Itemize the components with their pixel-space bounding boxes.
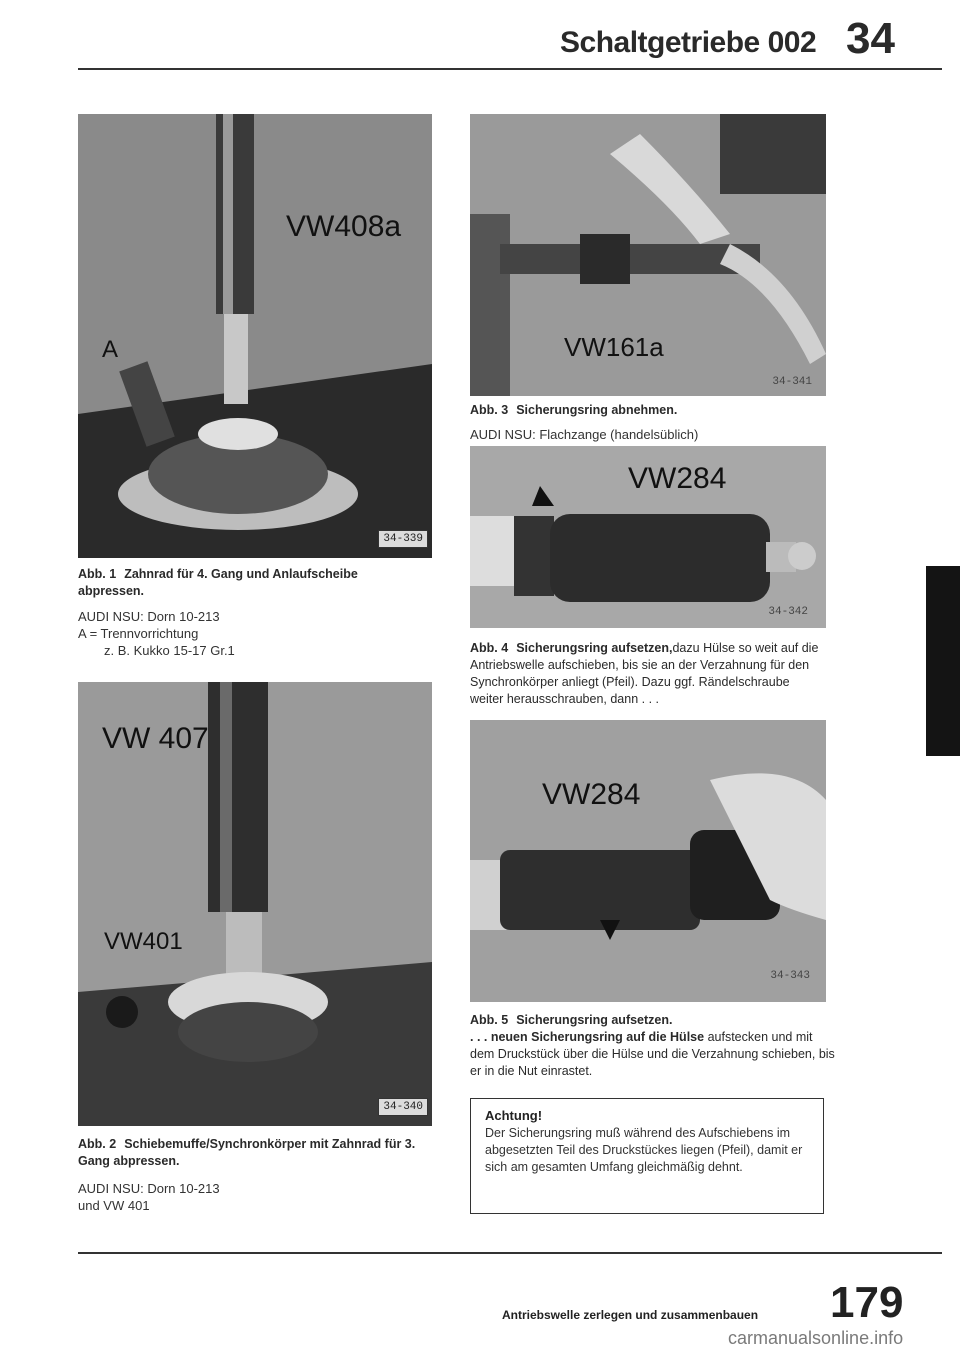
callout-vw284-fig5: VW284 <box>542 778 641 811</box>
figure-3-number: 34-341 <box>772 376 812 388</box>
figure-5-caption-text: aufstecken und mit dem Druckstück über die Hülse und die Verzahnung schieben, bis er in die Nut einrastet. <box>470 1030 835 1078</box>
figure-2-caption-title: Schiebemuffe/Synchronkörper mit Zahnrad für 3. Gang abpressen. <box>78 1137 416 1168</box>
figure-2-label: Abb. 2 <box>78 1137 117 1151</box>
warning-note-text: Der Sicherungsring muß während des Aufschiebens im abgesetzten Teil des Druckstückes liegen (Pfeil), damit er sich am gesamten Umfang gleichmäßig dehnt. <box>485 1126 803 1174</box>
callout-a: A <box>102 336 119 363</box>
figure-3-photo <box>470 114 826 396</box>
figure-5-caption-lead: . . . neuen Sicherungsring auf die Hülse <box>470 1030 705 1044</box>
figure-3-caption <box>470 402 826 419</box>
callout-vw284-fig4: VW284 <box>628 462 727 495</box>
figure-3-caption-title: Sicherungsring abnehmen. <box>516 403 678 417</box>
header-rule <box>78 68 942 70</box>
figure-4-photo <box>470 446 826 628</box>
figure-1-note-1: AUDI NSU: Dorn 10-213 <box>78 609 220 624</box>
figure-1-note-3: z. B. Kukko 15-17 Gr.1 <box>104 643 235 658</box>
figure-4-caption-title: Sicherungsring aufsetzen, <box>516 641 673 655</box>
footer-section-title: Antriebswelle zerlegen und zusammenbauen <box>502 1308 759 1322</box>
figure-1-notes <box>78 608 418 659</box>
footer-rule <box>78 1252 942 1254</box>
figure-1-photo <box>78 114 432 558</box>
chapter-number: 34 <box>846 14 895 63</box>
figure-5-number: 34-343 <box>770 970 810 982</box>
figure-2-number: 34-340 <box>378 1098 428 1116</box>
figure-2-photo <box>78 682 432 1126</box>
figure-5-photo <box>470 720 826 1002</box>
page-header-title: Schaltgetriebe 002 <box>560 26 817 59</box>
figure-3-note: AUDI NSU: Flachzange (handelsüblich) <box>470 427 699 442</box>
figure-4-caption-text: dazu Hülse so weit auf die Antriebswelle aufschieben, bis sie an der Verzahnung für den Synchronkörper anliegt (Pfeil). Dazu ggf. Rändelschraube weiter herausschrauben, dann . . . <box>470 641 819 706</box>
figure-4-number: 34-342 <box>768 606 808 618</box>
figure-4-caption <box>470 640 826 708</box>
figure-1-caption <box>78 566 418 600</box>
watermark: carmanualsonline.info <box>728 1328 904 1348</box>
callout-vw401: VW401 <box>104 928 183 955</box>
figure-2-caption <box>78 1136 428 1170</box>
figure-4-label: Abb. 4 <box>470 641 509 655</box>
callout-vw161a: VW161a <box>564 332 664 362</box>
figure-5-label: Abb. 5 <box>470 1013 509 1027</box>
figure-1-number: 34-339 <box>378 530 428 548</box>
callout-vw408a: VW408a <box>286 210 402 243</box>
thumb-index-tab <box>926 566 960 756</box>
figure-3-label: Abb. 3 <box>470 403 509 417</box>
figure-1-note-2: A = Trennvorrichtung <box>78 626 199 641</box>
figure-2-notes <box>78 1180 418 1214</box>
figure-1-caption-title: Zahnrad für 4. Gang und Anlaufscheibe abpressen. <box>78 567 358 598</box>
callout-vw407: VW 407 <box>102 722 209 755</box>
page-number: 179 <box>830 1278 904 1327</box>
figure-2-note-2: und VW 401 <box>78 1198 150 1213</box>
figure-1-label: Abb. 1 <box>78 567 117 581</box>
warning-note-box <box>470 1098 824 1214</box>
figure-5-caption <box>470 1012 840 1080</box>
figure-5-caption-title: Sicherungsring aufsetzen. <box>516 1013 673 1027</box>
figure-2-note-1: AUDI NSU: Dorn 10-213 <box>78 1181 220 1196</box>
warning-note-title: Achtung! <box>485 1108 543 1123</box>
